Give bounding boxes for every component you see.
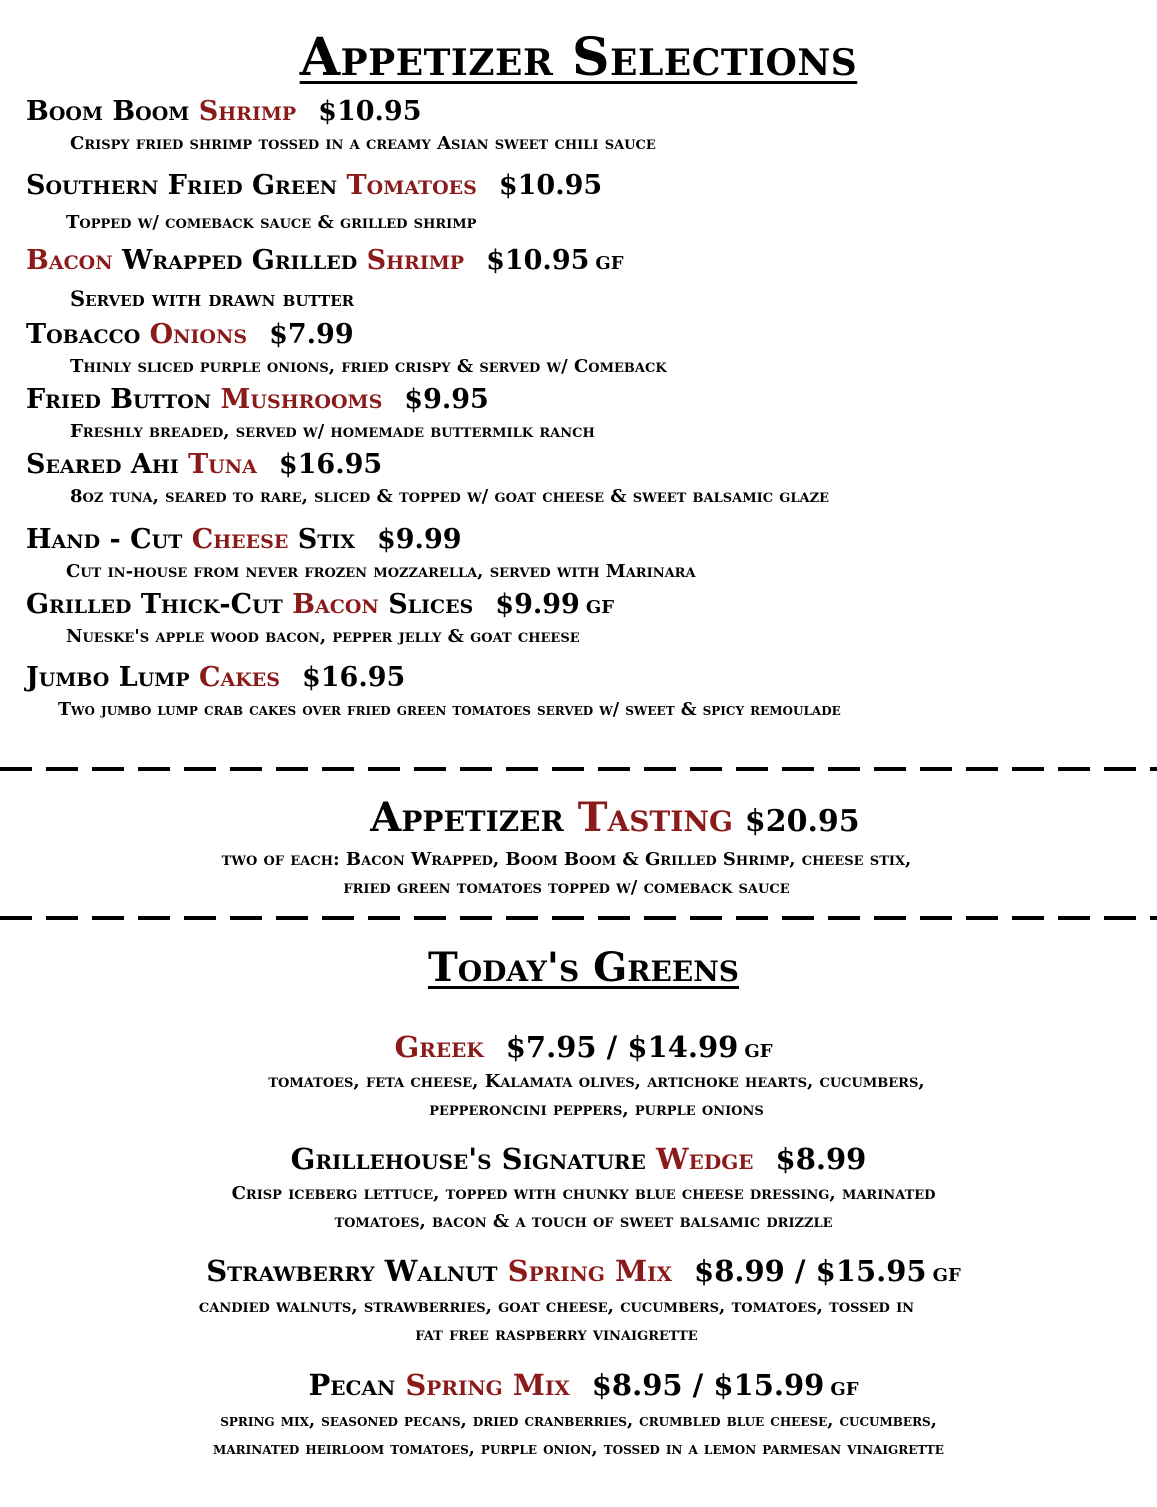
description-line-1: candied walnuts, strawberries, goat cheese, cucumbers, tomatoes, tossed in [198, 1296, 915, 1317]
appetizer-tasting-heading [0, 796, 1157, 844]
item-price: $10.95 [498, 170, 603, 201]
menu-item [26, 524, 462, 556]
menu-item [26, 384, 489, 416]
gluten-free-badge: GF [932, 1265, 961, 1286]
item-name: Hand - Cut [26, 524, 192, 555]
description-line-2: pepperoncini peppers, purple onions [429, 1099, 764, 1120]
item-description [5, 1180, 1157, 1236]
salad-item [0, 1142, 1157, 1176]
item-name: Slices [378, 589, 474, 620]
item-name: Stix [288, 524, 355, 555]
gluten-free-badge: GF [585, 597, 614, 618]
menu-item [26, 170, 602, 202]
item-description: Freshly breaded, served w/ homemade buttermilk ranch [70, 421, 595, 442]
item-price: $10.95 [486, 245, 590, 276]
item-name: Pecan [308, 1368, 406, 1402]
description-line-2: fat free raspberry vinaigrette [415, 1324, 698, 1345]
menu-item [26, 589, 614, 624]
item-description [0, 1407, 1157, 1463]
appetizer-section-title: Appetizer Selections [299, 27, 858, 88]
item-description: 8oz tuna, seared to rare, sliced & topped w/ goat cheese & sweet balsamic glaze [70, 486, 830, 507]
salad-item [5, 1368, 1157, 1407]
item-price: $9.99 [376, 524, 462, 555]
dashed-divider [0, 767, 1157, 771]
item-name-highlight: Spring Mix [507, 1254, 673, 1288]
item-price: $7.95 / $14.99 [505, 1030, 739, 1064]
item-description: Cut in-house from never frozen mozzarella, served with Marinara [66, 561, 696, 582]
salad-item [5, 1030, 1157, 1069]
item-name-highlight: Mushrooms [220, 384, 383, 415]
description-line-1: spring mix, seasoned pecans, dried cranberries, crumbled blue cheese, cucumbers, [220, 1411, 937, 1431]
item-name: Boom Boom [26, 96, 199, 127]
item-price: $16.95 [278, 449, 383, 480]
item-description [18, 1068, 1157, 1124]
item-description: Served with drawn butter [70, 286, 355, 311]
tasting-price: $20.95 [744, 804, 860, 839]
item-name: Fried Button [26, 384, 221, 415]
item-name-highlight: Onions [149, 319, 248, 350]
item-price: $10.95 [318, 96, 422, 127]
item-description: Nueske's apple wood bacon, pepper jelly & goat cheese [66, 626, 580, 647]
description-line-2: marinated heirloom tomatoes, purple onion, tossed in a lemon parmesan vinaigrette [213, 1439, 944, 1459]
item-description: Two jumbo lump crab cakes over fried green tomatoes served w/ sweet & spicy remoulade [58, 700, 841, 720]
item-description [0, 1293, 1135, 1349]
item-name: Strawberry Walnut [206, 1254, 508, 1288]
item-price: $16.95 [301, 662, 406, 693]
item-name-highlight: Bacon [292, 589, 379, 620]
item-name-highlight: Cakes [199, 662, 280, 693]
tasting-name-highlight: Tasting [577, 794, 733, 841]
dashed-divider [0, 916, 1157, 920]
item-name-highlight: Wedge [656, 1142, 754, 1176]
item-name-highlight: Spring Mix [405, 1368, 570, 1402]
tasting-description [0, 846, 1145, 902]
menu-item [26, 245, 624, 280]
item-name: Grillehouse's Signature [290, 1142, 657, 1176]
description-line-1: tomatoes, feta cheese, Kalamata olives, artichoke hearts, cucumbers, [268, 1071, 925, 1092]
item-name-highlight: Shrimp [366, 245, 465, 276]
item-name: Grilled Thick-Cut [26, 589, 293, 620]
item-price: $8.99 / $15.95 [694, 1254, 927, 1288]
gluten-free-badge: GF [744, 1041, 773, 1062]
salad-item [5, 1254, 1157, 1293]
item-name: Seared Ahi [26, 449, 189, 480]
item-name-highlight: Greek [394, 1030, 484, 1064]
item-name: Tobacco [26, 319, 150, 350]
menu-item [26, 319, 354, 351]
tasting-line-2: fried green tomatoes topped w/ comeback sauce [343, 877, 790, 898]
item-name: Jumbo Lump [26, 662, 200, 693]
greens-section-title: Today's Greens [427, 944, 740, 991]
item-price: $9.99 [495, 589, 580, 620]
item-name-highlight: Bacon [26, 245, 113, 276]
gluten-free-badge: GF [830, 1379, 859, 1400]
menu-item [26, 96, 422, 128]
item-price: $8.95 / $15.99 [591, 1368, 825, 1402]
tasting-name: Appetizer [370, 794, 578, 841]
menu-item [26, 449, 382, 481]
tasting-line-1: two of each: Bacon Wrapped, Boom Boom & Grilled Shrimp, cheese stix, [221, 849, 912, 870]
item-description: Crispy fried shrimp tossed in a creamy Asian sweet chili sauce [70, 133, 656, 154]
item-name-highlight: Shrimp [198, 96, 297, 127]
item-description: Thinly sliced purple onions, fried crispy & served w/ Comeback [70, 356, 667, 377]
item-name-highlight: Cheese [191, 524, 289, 555]
item-description: Topped w/ comeback sauce & grilled shrimp [66, 212, 477, 233]
item-name-highlight: Tomatoes [346, 170, 477, 201]
item-price: $7.99 [269, 319, 354, 350]
item-price: $8.99 [775, 1142, 867, 1176]
description-line-2: tomatoes, bacon & a touch of sweet balsamic drizzle [334, 1211, 833, 1232]
menu-item [26, 662, 405, 694]
item-price: $9.95 [404, 384, 489, 415]
item-name-highlight: Tuna [188, 449, 257, 480]
item-name: Wrapped Grilled [112, 245, 367, 276]
item-name: Southern Fried Green [26, 170, 347, 201]
gluten-free-badge: GF [595, 253, 624, 274]
description-line-1: Crisp iceberg lettuce, topped with chunky blue cheese dressing, marinated [231, 1183, 936, 1204]
